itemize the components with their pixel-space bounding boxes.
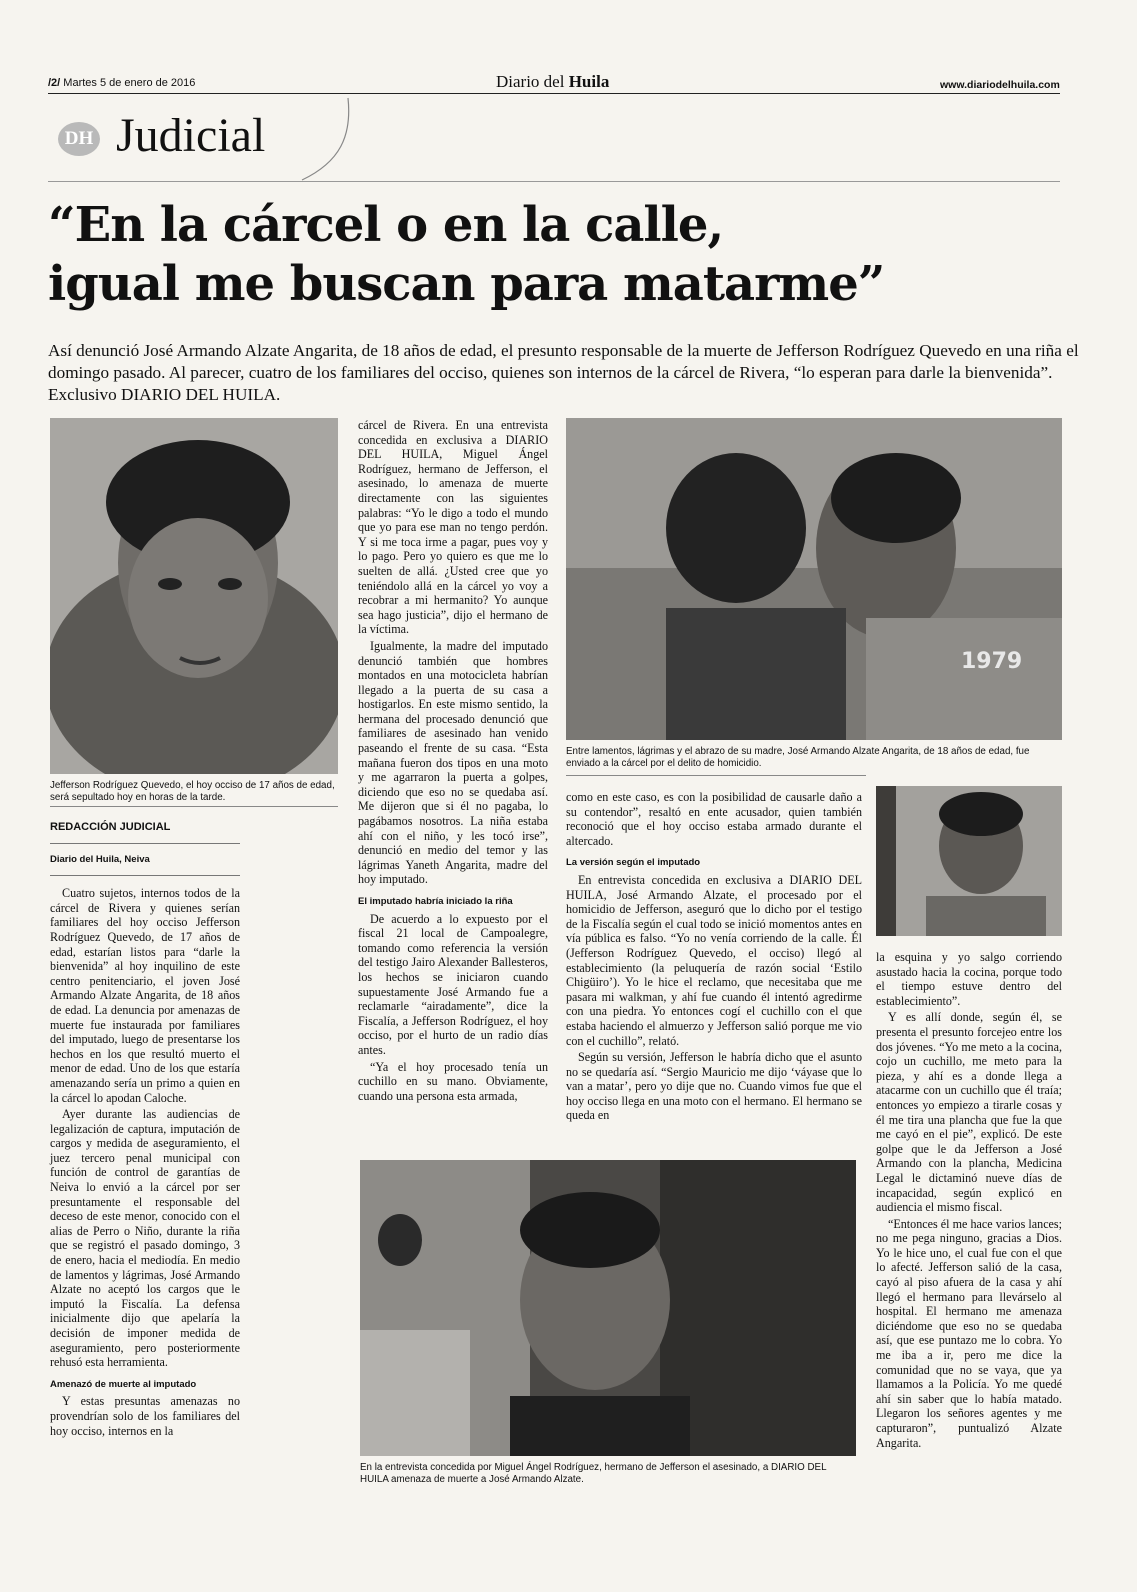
dateline: Diario del Huila, Neiva bbox=[50, 853, 150, 865]
shirt-print: 1979 bbox=[961, 649, 1023, 674]
photo-embrace bbox=[566, 418, 1062, 740]
byline: REDACCIÓN JUDICIAL bbox=[50, 821, 171, 833]
paragraph: Ayer durante las audiencias de legalización de captura, imputación de cargos y medida de aseguramiento, el juez tercero penal municipal con función de control de garantías de Neiva lo envió a la cárcel por ser presuntamente el responsable del deceso de este menor, conocido con el alias de Perro o Niño, durante la riña que se registró el pasado domingo, 3 de enero, hacia el mediodía. En medio de lamentos y lágrimas, José Armando Alzate no aceptó los cargos que le imputó la Fiscalía. La defensa inicialmente dijo que apelaría la decisión de imponer medida de aseguramiento, pero posteriormente rehusó esta herramienta. bbox=[50, 1107, 240, 1370]
caption-photo4: En la entrevista concedida por Miguel Ángel Rodríguez, hermano de Jefferson el asesinado, a DIARIO DEL HUILA amenaza de muerte a José Armando Alzate. bbox=[360, 1462, 827, 1485]
paragraph: Igualmente, la madre del imputado denunció también que hombres montados en una motocicleta habrían llegado a la puerta de su casa a hostigarlos. En este mismo sentido, la hermana del procesado denunció que familiares de asesinado han venido paseando el frente de su casa. “Esta mañana fueron dos tipos en una moto y me agarraron la puerta a golpes, diciendo que eso no se quedaba así. Me dijeron que si él no pagaba, lo pagábamos nosotros. La niña estaba ahí con el niño, y les tocó irse”, denunció en medio del temor y las lágrimas Yaneth Angarita, madre del hoy imputado. bbox=[358, 638, 548, 887]
subhead: Amenazó de muerte al imputado bbox=[50, 1378, 197, 1390]
header-rule bbox=[48, 93, 1060, 94]
paragraph: Y estas presuntas amenazas no provendrían solo de los familiares del hoy occiso, internos en la bbox=[50, 1394, 240, 1438]
victim-portrait-image bbox=[50, 418, 338, 774]
paragraph: “Ya el hoy procesado tenía un cuchillo en su mano. Obviamente, cuando una persona esta armada, bbox=[358, 1059, 548, 1103]
paragraph: la esquina y yo salgo corriendo asustado hacia la cocina, porque todo el tiempo estuve dentro del establecimiento”. bbox=[876, 950, 1062, 1008]
section-rule bbox=[48, 181, 1060, 182]
paragraph: “Entonces él me hace varios lances; no me pega ninguno, gracias a Dios. Yo le hice uno, el cual fue con el que lo afecté. Jefferson salió de la casa, cayó al piso afuera de la casa y ahí llegó el hermano para llevárselo al hospital. El hermano me amenaza diciéndome que eso no se quedaba así, que ese puntazo me lo cobra. Yo me iba a ir, pero me dice la comunidad que no se vaya, que ya llamamos a la Policía. Yo me quedé ahí sin saber que lo había matado. Llegaron los señores agentes y me capturaron”, puntualizó Alzate Angarita. bbox=[876, 1216, 1062, 1450]
caption-photo2: Entre lamentos, lágrimas y el abrazo de su madre, José Armando Alzate Angarita, de 18 años de edad, fue enviado a la cárcel por el delito de homicidio. bbox=[566, 746, 1030, 769]
paragraph: De acuerdo a lo expuesto por el fiscal 21 local de Campoalegre, tomando como referencia la versión del testigo Jairo Alexander Ballesteros, los hechos se iniciaron cuando supuestamente José Armando fue a reclamarle “airadamente”, dice la Fiscalía, a Jefferson Rodríguez, el hoy occiso, por el hurto de un radio días antes. bbox=[358, 911, 548, 1057]
byline-rule bbox=[50, 843, 240, 844]
photo-brother bbox=[360, 1160, 856, 1456]
page-number-date bbox=[48, 77, 195, 89]
caption1-rule bbox=[50, 806, 338, 807]
paragraph: Y es allí donde, según él, se presenta el presunto forcejeo entre los dos jóvenes. “Yo me meto a la cocina, cojo un cuchillo, me meto para la pieza, y ahí es a donde llega a atacarme con un cuchillo que él traía; entonces yo empiezo a tirarle cosas y él me tira una plancha que fue la que me cayó en el pie”, explicó. De este golpe que le da Jefferson a José Armando con la plancha, Medicina Legal le dictaminó nueve días de incapacidad, según explicó en audiencia el mismo fiscal. bbox=[876, 1010, 1062, 1215]
paragraph: Cuatro sujetos, internos todos de la cárcel de Rivera y quienes serían familiares del hoy occiso Jefferson Rodríguez Quevedo, de 17 años de edad, estarían listos para “darle la bienvenida” al hoy inquilino de este centro penitenciario, el joven José Armando Alzate Angarita, de 18 años de edad. La denuncia por amenazas de muerte fue instaurada por familiares del imputado, luego de presentarse los hechos en los que resultó muerto el menor de edad. Uno de los que estaría amenazando sería un primo a quien en la cárcel lo apodan Caloche. bbox=[50, 886, 240, 1105]
photo-victim-portrait bbox=[50, 418, 338, 774]
subhead: La versión según el imputado bbox=[566, 857, 701, 869]
section-title: Judicial bbox=[116, 109, 266, 162]
column-1 bbox=[50, 820, 240, 1440]
caption-photo1: Jefferson Rodríguez Quevedo, el hoy occiso de 17 años de edad, será sepultado hoy en horas de la tarde. bbox=[50, 780, 335, 803]
column-3 bbox=[566, 790, 862, 1125]
website-link[interactable]: www.diariodelhuila.com bbox=[940, 79, 1060, 91]
embrace-image bbox=[566, 418, 1062, 740]
paragraph: como en este caso, es con la posibilidad de causarle daño a su contendor”, resaltó en ente acusador, quien también reconoció que el hoy occiso estaba armado durante el altercado. bbox=[566, 790, 862, 848]
masthead: Diario del Huila bbox=[496, 72, 610, 91]
photo-accused-small bbox=[876, 786, 1062, 936]
caption2-rule bbox=[566, 775, 866, 776]
paragraph: cárcel de Rivera. En una entrevista concedida en exclusiva a DIARIO DEL HUILA, Miguel Ángel Rodríguez, hermano de Jefferson, el asesinado, lo amenaza de muerte directamente con las siguientes palabras: “Yo le digo a todo el mundo que yo para ese man no tengo perdón. Y si me toca irme a pagar, pues voy y lo pago. Pero yo quiero es que me lo suelten de allá. ¿Usted cree que yo teniéndolo allá en la cárcel yo voy a recobrar a mi hermanito? Yo aunque sea hago justicia”, dijo el hermano de la víctima. bbox=[358, 418, 548, 637]
brother-image bbox=[360, 1160, 856, 1456]
column-2 bbox=[358, 418, 548, 1105]
paragraph: En entrevista concedida en exclusiva a DIARIO DEL HUILA, José Armando Alzate, el procesado por el homicidio de Jefferson, aseguró que lo dicho por el testigo de la Fiscalía según el cual todo se inició momentos antes en vía pública es falso. “Yo no venía corriendo de la calle. Él (Jefferson Rodríguez Quevedo, el occiso) llegó al establecimiento (la peluquería de razón social ‘Estilo Chigüiro’). Yo le hice el reclamo, que necesitaba que me pasara mi walkman, y ahí fue cuando él intentó agredirme con una piedra. Yo entonces cogí el cuchillo con el que estaba haciendo el almuerzo y Jefferson salió porque me vio con el cuchillo”, relató. bbox=[566, 872, 862, 1048]
headline: “En la cárcel o en la calle, igual me buscan para matarme” bbox=[48, 197, 885, 312]
dh-logo: DH bbox=[58, 122, 100, 156]
subhead: El imputado habría iniciado la riña bbox=[358, 896, 513, 907]
dateline-rule bbox=[50, 875, 240, 876]
section-swoosh bbox=[300, 96, 360, 182]
accused-small-image bbox=[876, 786, 1062, 936]
paragraph: Según su versión, Jefferson le habría dicho que el asunto no se quedaría así. “Sergio Mauricio me dijo ‘váyase que lo van a matar’, pero yo dije que no. Cuando vimos fue que el hoy occiso llega en una moto con el hermano. El hermano se queda en bbox=[566, 1050, 862, 1123]
column-4 bbox=[876, 950, 1062, 1452]
issue-date: Martes 5 de enero de 2016 bbox=[63, 77, 196, 89]
masthead-name: Huila bbox=[568, 72, 610, 91]
page-number: /2/ bbox=[48, 77, 61, 89]
lead-paragraph: Así denunció José Armando Alzate Angarita, de 18 años de edad, el presunto responsable de la muerte de Jefferson Rodríguez Quevedo en una riña el domingo pasado. Al parecer, cuatro de los familiares del occiso, quienes son internos de la cárcel de Rivera, “lo esperan para darle la bienvenida”. Exclusivo DIARIO DEL HUILA. bbox=[48, 341, 1079, 404]
